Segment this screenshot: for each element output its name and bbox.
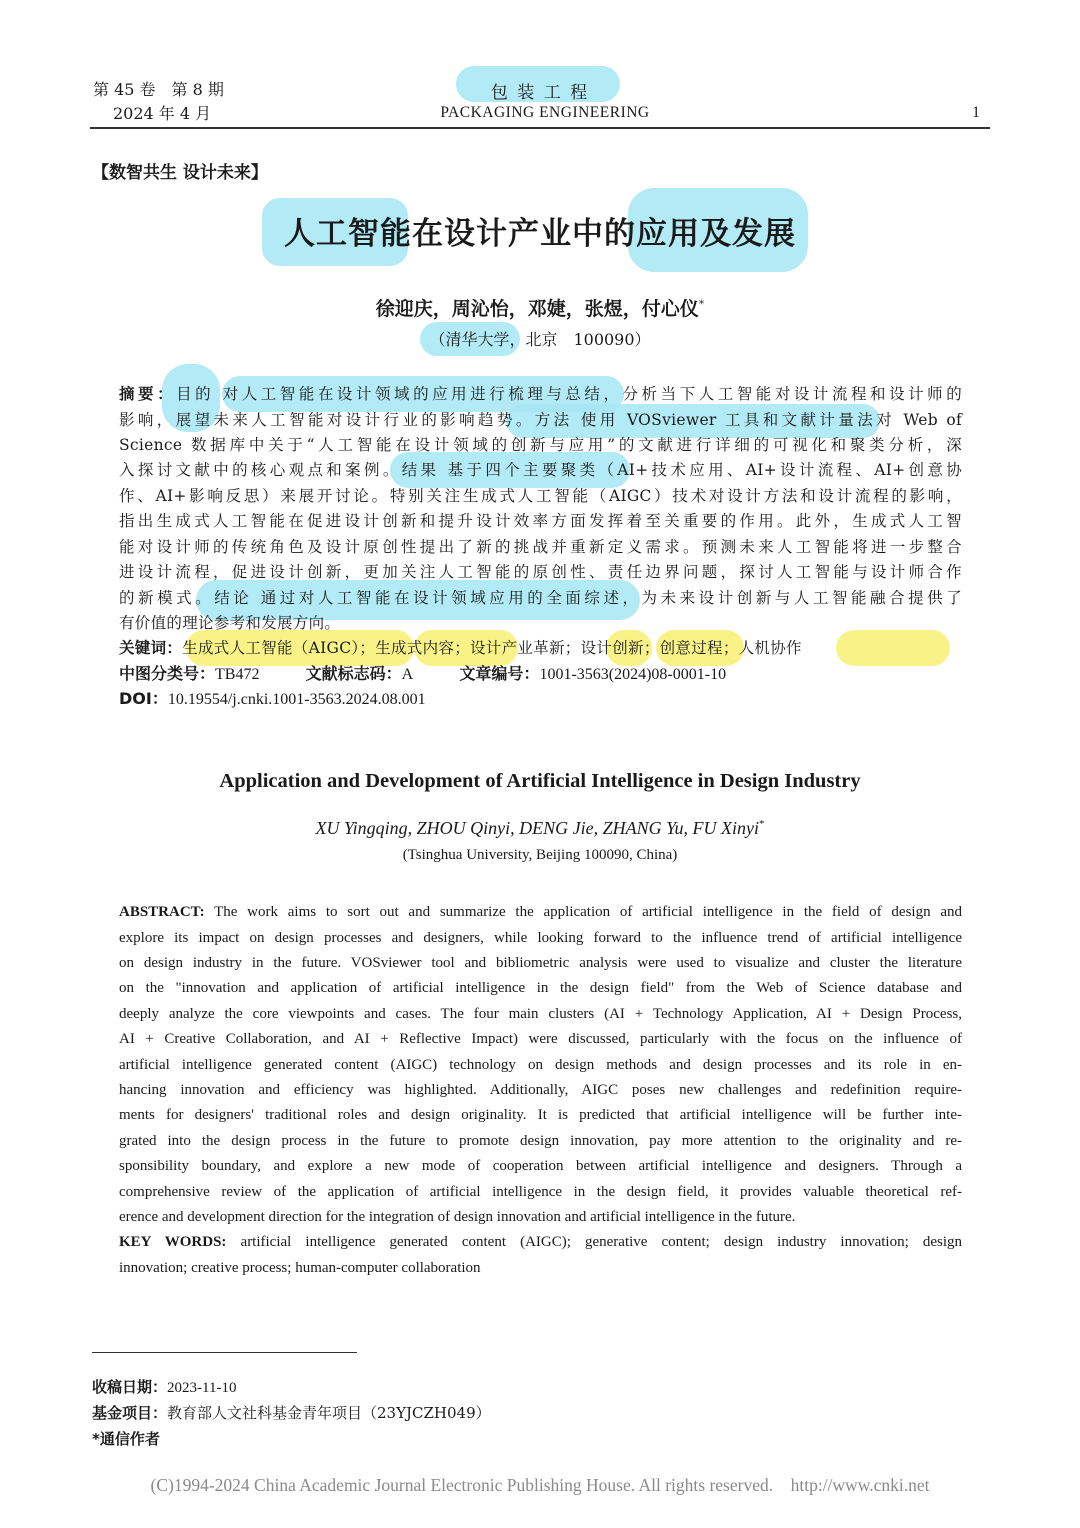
abstract-en-line-13: erence and development direction for the integration of design innovation and artificial intelligence in the future. bbox=[119, 1209, 796, 1225]
abstract-cn-line-3: Science 数据库中关于“人工智能在设计领域的创新与应用”的文献进行详细的可视化和聚类分析，深 bbox=[119, 436, 962, 454]
abstract-en-line-11: sponsibility boundary, and explore a new mode of cooperation between artificial intelligence and designers. Through a bbox=[119, 1158, 962, 1174]
abstract-cn-line-4: 入探讨文献中的核心观点和案例。结果 基于四个主要聚类（AI+技术应用、AI+设计流程、AI+创意协 bbox=[119, 461, 962, 479]
abstract-cn-label: 摘要： bbox=[119, 385, 177, 403]
abstract-en-line-7: artificial intelligence generated content (AIGC) technology on design methods and design processes and its role in en- bbox=[119, 1057, 962, 1073]
abstract-cn-line-9: 的新模式。结论 通过对人工智能在设计领域应用的全面综述，为未来设计创新与人工智能融合提供了 bbox=[119, 589, 962, 607]
keywords-cn bbox=[119, 638, 962, 658]
doi-label: DOI： bbox=[119, 689, 168, 708]
authors-en bbox=[0, 818, 1080, 839]
abstract-cn-line-6: 指出生成式人工智能在促进设计创新和提升设计效率方面发挥着至关重要的作用。此外，生成式人工智 bbox=[119, 512, 962, 530]
abstract-cn-line-5: 作、AI+影响反思）来展开讨论。特别关注生成式人工智能（AIGC）技术对设计方法和设计流程的影响， bbox=[119, 487, 962, 505]
abstract-en-line-3: on design industry in the future. VOSviewer tool and bibliometric analysis were used to visualize and cluster the literature bbox=[119, 955, 962, 971]
doc-code-label: 文献标志码： bbox=[305, 664, 402, 683]
abstract-cn-line-1 bbox=[119, 384, 962, 404]
keywords-en-line-2: innovation; creative process; human-computer collaboration bbox=[119, 1260, 481, 1276]
keywords-cn-label: 关键词： bbox=[119, 639, 183, 657]
authors-cn-names: 徐迎庆，周沁怡，邓婕，张煜，付心仪 bbox=[375, 298, 699, 320]
abstract-en-line-9: ments for designers' traditional roles and design originality. It is predicted that artificial intelligence will be further inte- bbox=[119, 1107, 962, 1123]
clc-label: 中图分类号： bbox=[119, 664, 216, 683]
title-en: Application and Development of Artificial Intelligence in Design Industry bbox=[219, 770, 861, 792]
abstract-cn-line-8: 进设计流程，促进设计创新，更加关注人工智能的原创性、责任边界问题，探讨人工智能与设计师合作 bbox=[119, 563, 962, 581]
fund-project bbox=[92, 1403, 491, 1423]
received-label: 收稿日期： bbox=[92, 1378, 168, 1396]
keywords-cn-text: 生成式人工智能（AIGC）；生成式内容；设计产业革新；设计创新；创意过程；人机协作 bbox=[182, 639, 802, 657]
authors-cn bbox=[0, 294, 1080, 321]
journal-name-cn: 包 装 工 程 bbox=[490, 83, 590, 103]
keywords-en-text: artificial intelligence generated content (AIGC); generative content; design industry innovation; design bbox=[240, 1234, 962, 1250]
title-cn: 人工智能在设计产业中的应用及发展 bbox=[284, 216, 796, 252]
keywords-en-line-1 bbox=[119, 1232, 962, 1252]
abstract-cn-line-7: 能对设计师的传统角色及设计原创性提出了新的挑战并重新定义需求。预测未来人工智能将进一步整合 bbox=[119, 538, 962, 556]
abstract-en-line-6: AI + Creative Collaboration, and AI + Reflective Impact) were discussed, particularly with the focus on the influence of bbox=[119, 1031, 962, 1047]
fund-value: 教育部人文社科基金青年项目（23YJCZH049） bbox=[167, 1404, 491, 1422]
journal-name-en: PACKAGING ENGINEERING bbox=[440, 104, 650, 121]
article-number-label: 文章编号： bbox=[459, 664, 540, 683]
abstract-cn-line-10: 有价值的理论参考和发展方向。 bbox=[119, 614, 341, 632]
doi-value[interactable]: 10.19554/j.cnki.1001-3563.2024.08.001 bbox=[167, 691, 426, 708]
abstract-en-line-10: grated into the design process in the future to promote design innovation, pay more attention to the originality and re- bbox=[119, 1133, 962, 1149]
abstract-en-text: The work aims to sort out and summarize the application of artificial intelligence in the field of design and bbox=[214, 904, 963, 920]
corresponding-note-text: *通信作者 bbox=[92, 1430, 160, 1448]
corresponding-mark: * bbox=[698, 297, 705, 311]
page-number: 1 bbox=[972, 104, 980, 121]
corresponding-mark-en: * bbox=[759, 818, 765, 830]
authors-en-names: XU Yingqing, ZHOU Qinyi, DENG Jie, ZHANG Yu, FU Xinyi bbox=[315, 818, 759, 838]
abstract-en-line-2: explore its impact on design processes and designers, while looking forward to the influence trend of artificial intelligence bbox=[119, 930, 962, 946]
abstract-en-label: ABSTRACT: bbox=[119, 904, 205, 920]
publication-date: 2024 年 4 月 bbox=[113, 104, 212, 123]
abstract-en-line-4: on the "innovation and application of artificial intelligence in the design field" from the Web of Science database and bbox=[119, 980, 962, 996]
abstract-en-line-12: comprehensive review of the application of artificial intelligence in the design field, it provides valuable theoretical ref- bbox=[119, 1184, 962, 1200]
column-label: 【数智共生 设计未来】 bbox=[92, 163, 268, 183]
affiliation-cn: （清华大学，北京 100090） bbox=[429, 330, 651, 349]
header-rule bbox=[90, 127, 990, 129]
classification-row bbox=[119, 664, 726, 685]
abstract-en-line-5: deeply analyze the core viewpoints and cases. The four main clusters (AI + Technology Application, AI + Design Process, bbox=[119, 1006, 962, 1022]
abstract-cn-text: 目的 对人工智能在设计领域的应用进行梳理与总结，分析当下人工智能对设计流程和设计师的 bbox=[176, 385, 962, 403]
received-date bbox=[92, 1377, 236, 1398]
affiliation-en: (Tsinghua University, Beijing 100090, China) bbox=[402, 847, 678, 863]
keywords-en-label: KEY WORDS: bbox=[119, 1234, 227, 1250]
article-number-value: 1001-3563(2024)08-0001-10 bbox=[539, 666, 727, 683]
corresponding-author-note bbox=[92, 1429, 160, 1449]
doc-code-value: A bbox=[401, 666, 414, 683]
abstract-cn-line-2: 影响，展望未来人工智能对设计行业的影响趋势。方法 使用 VOSviewer 工具和文献计量法对 Web of bbox=[119, 411, 962, 429]
doi-row bbox=[119, 689, 426, 710]
abstract-en-line-1 bbox=[119, 902, 962, 922]
copyright-notice: (C)1994-2024 China Academic Journal Electronic Publishing House. All rights reserved. http://www.cnki.net bbox=[150, 1475, 930, 1495]
footnote-rule bbox=[92, 1352, 357, 1353]
fund-label: 基金项目： bbox=[92, 1404, 168, 1422]
clc-value: TB472 bbox=[215, 666, 260, 683]
abstract-en-line-8: hancing innovation and efficiency was highlighted. Additionally, AIGC poses new challenges and redefinition require- bbox=[119, 1082, 962, 1098]
received-value: 2023-11-10 bbox=[167, 1380, 237, 1396]
volume-issue: 第 45 卷 第 8 期 bbox=[93, 80, 224, 99]
